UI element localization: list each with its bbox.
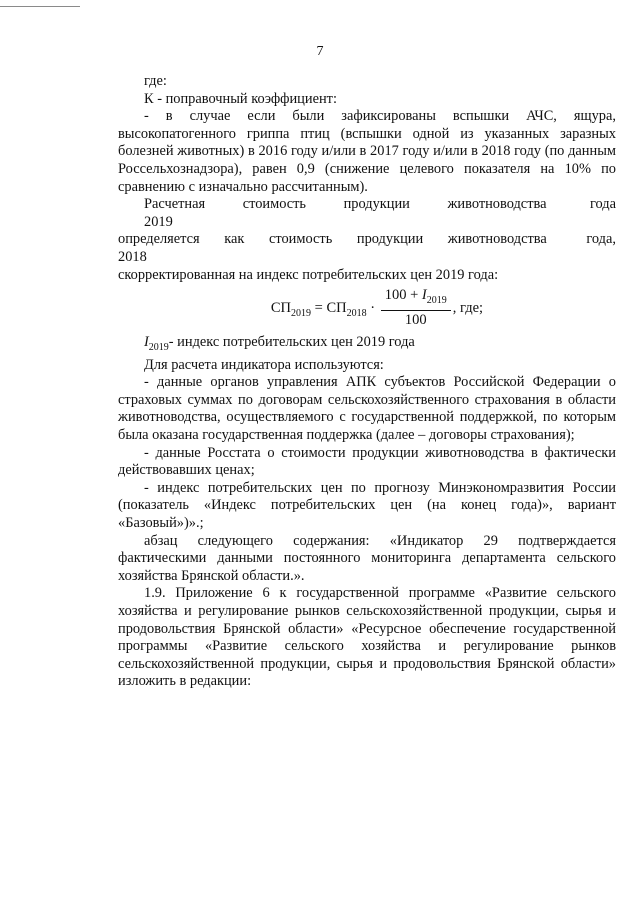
- formula-dot: ·: [366, 299, 379, 316]
- calc-line-2: [118, 231, 616, 266]
- index-text: - индекс потребительских цен 2019 года: [168, 334, 415, 351]
- formula-lhs-sub: 2019: [291, 307, 312, 319]
- calc-line-2-left: определяется как стоимость продукции животноводства 2018: [118, 231, 547, 265]
- where-label: где:: [144, 73, 167, 89]
- formula-denominator: 100: [404, 312, 427, 329]
- document-body: [118, 73, 616, 691]
- source-apk-data: - данные органов управления АПК субъектов Российской Федерации о страховых суммах по договорам сельскохозяйственного страхования в области животноводства, осуществляемого с государственной поддержкой, по которым была оказана государственная поддержка (далее – договоры страхования);: [118, 374, 616, 443]
- index-sub: 2019: [148, 342, 169, 353]
- formula-eq: =: [311, 299, 327, 316]
- outbreak-condition: - в случае если были зафиксированы вспышки АЧС, ящура, высокопатогенного гриппа птиц (вспышки одной из указанных заразных болезней животных) в 2016 году и/или в 2017 году и/или в 2018 году (по данным Россельхознадзора), равен 0,9 (снижение целевого показателя на 10% по сравнению с изначально рассчитанным).: [118, 108, 616, 195]
- index-definition: [118, 334, 616, 356]
- formula-expression: [271, 287, 483, 330]
- formula-numerator: [381, 287, 451, 311]
- item-1-9: 1.9. Приложение 6 к государственной программе «Развитие сельского хозяйства и регулирование рынков сельскохозяйственной продукции, сырья и продовольствия Брянской области» «Ресурсное обеспечение государственной программы «Развитие сельского хозяйства и регулирование рынков сельскохозяйственной продукции, сырья и продовольствия Брянской области» изложить в редакции:: [118, 585, 616, 690]
- source-cpi-forecast: - индекс потребительских цен по прогнозу Минэкономразвития России (показатель «Индекс потребительских цен (на конец года)», вариант «Базовый»)».;: [118, 479, 616, 531]
- calc-line-1-right: года: [589, 196, 616, 213]
- top-rule: [0, 6, 80, 7]
- formula-lhs: СП: [270, 299, 292, 316]
- calc-line-2-right: года,: [586, 231, 616, 248]
- k-definition: К - поправочный коэффициент:: [144, 90, 337, 107]
- page-number: 7: [316, 44, 324, 59]
- calc-line-1: [118, 196, 616, 231]
- new-paragraph-indicator-29: абзац следующего содержания: «Индикатор 29 подтверждается фактическими данными постоянного мониторинга департамента сельского хозяйства Брянской области.».: [118, 532, 616, 584]
- formula-num-prefix: 100 +: [384, 286, 422, 303]
- formula-num-var: I: [421, 286, 427, 303]
- formula-suffix: , где;: [452, 299, 484, 316]
- calc-line-3: скорректированная на индекс потребительских цен 2019 года:: [118, 266, 499, 283]
- calc-line-1-left: Расчетная стоимость продукции животноводства 2019: [144, 196, 547, 230]
- formula-num-sub: 2019: [426, 294, 447, 306]
- formula-rhs-sub: 2018: [346, 307, 367, 319]
- index-var: I: [144, 334, 149, 351]
- sources-intro: Для расчета индикатора используются:: [144, 356, 384, 373]
- formula: [118, 286, 616, 330]
- formula-fraction: [381, 287, 451, 330]
- formula-rhs: СП: [326, 299, 347, 316]
- source-rosstat-data: - данные Росстата о стоимости продукции животноводства в фактически действовавших ценах;: [118, 444, 616, 479]
